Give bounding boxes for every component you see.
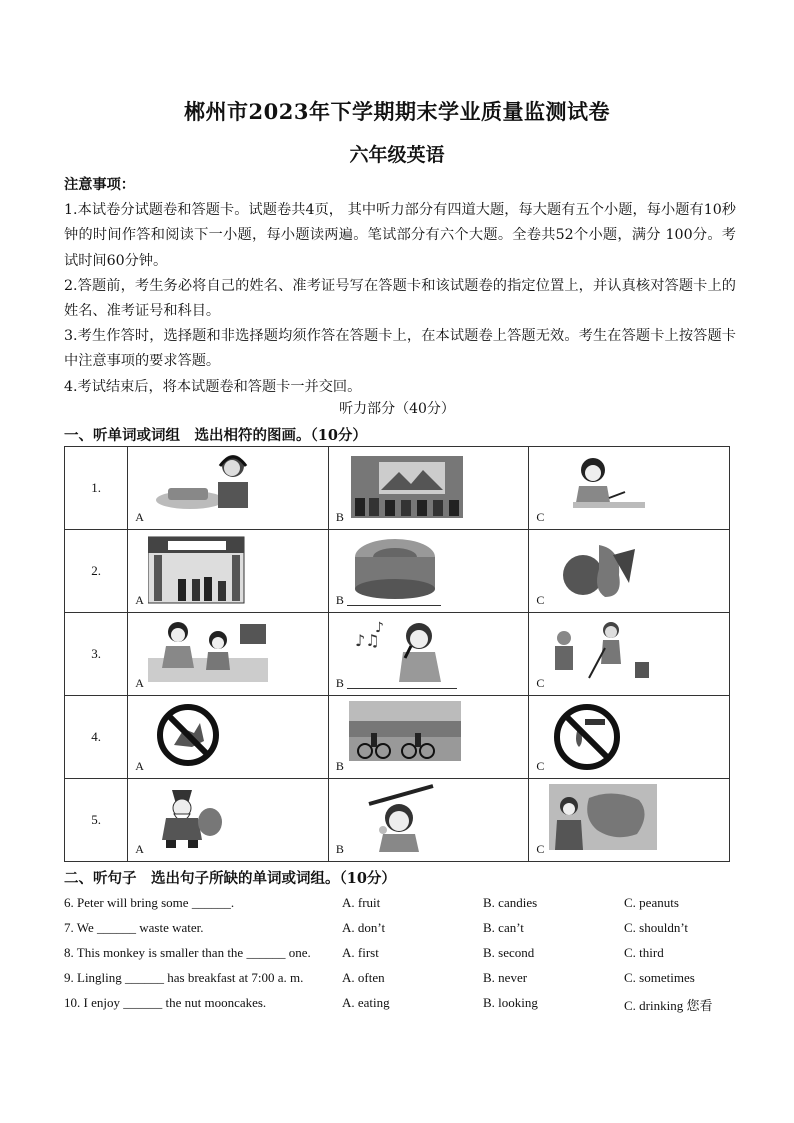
option-cell[interactable] bbox=[328, 779, 529, 862]
boy-with-headphones-picture bbox=[148, 452, 258, 520]
choice-b[interactable]: B. can’t bbox=[483, 920, 524, 935]
option-cell[interactable] bbox=[128, 447, 329, 530]
question-text: 9. Lingling ______ has breakfast at 7:00 a. m. bbox=[64, 970, 304, 985]
girls-cooking-picture bbox=[148, 618, 268, 684]
choice-b[interactable]: B. candies bbox=[483, 895, 538, 910]
theatre-picture bbox=[148, 535, 248, 605]
instruction-item: 1.本试卷分试题卷和答题卡。试题卷共4页， 其中听力部分有四道大题，每大题有五个小题，每小题有10秒钟的时间作答和阅读下一小题，每小题读两遍。笔试部分有六个大题。全卷共52个小题，满分 100分。考试时间60分钟。 bbox=[64, 202, 736, 269]
instruction-item: 3.考生作答时，选择题和非选择题均须作答在答题卡上，在本试题卷上答题无效。考生在答题卡上按答题卡中注意事项的要求答题。 bbox=[64, 328, 736, 370]
people-watching-film-picture bbox=[349, 452, 469, 522]
choice-b[interactable]: B. never bbox=[483, 970, 528, 985]
option-label: B bbox=[335, 842, 344, 856]
choice-a[interactable]: A. often bbox=[342, 970, 385, 985]
table-row bbox=[65, 447, 730, 530]
option-label: C bbox=[536, 759, 545, 773]
page-subtitle: 六年级英语 bbox=[349, 144, 445, 166]
cycling-by-lake-picture bbox=[349, 701, 461, 761]
choice-c[interactable]: C. sometimes bbox=[624, 970, 695, 985]
no-water-waste-sign-picture bbox=[549, 701, 629, 771]
option-label: A bbox=[135, 593, 144, 607]
choice-c[interactable]: C. peanuts bbox=[624, 895, 679, 910]
question-number: 5. bbox=[65, 779, 128, 862]
question-row bbox=[64, 970, 744, 990]
choice-c[interactable]: C. drinking 您看 bbox=[624, 998, 713, 1013]
option-label: C bbox=[536, 842, 545, 856]
option-label: C bbox=[536, 676, 545, 690]
section-2-title: 二、听句子 选出句子所缺的单词或词组。（10分） bbox=[64, 870, 396, 887]
option-cell[interactable] bbox=[128, 779, 329, 862]
fruit-picture bbox=[549, 535, 649, 601]
option-label: B bbox=[335, 676, 344, 690]
section-1-title: 一、听单词或词组 选出相符的图画。（10分） bbox=[64, 427, 367, 444]
answer-line bbox=[347, 605, 441, 606]
page-title: 郴州市2023年下学期期末学业质量监测试卷 bbox=[184, 99, 610, 124]
answer-line bbox=[347, 688, 457, 689]
question-number: 4. bbox=[65, 696, 128, 779]
option-cell[interactable] bbox=[328, 613, 529, 696]
option-cell[interactable] bbox=[328, 530, 529, 613]
option-cell[interactable] bbox=[328, 696, 529, 779]
girl-singing-picture bbox=[349, 618, 459, 684]
instructions bbox=[64, 173, 736, 400]
woman-with-map-picture bbox=[549, 784, 659, 852]
girl-with-thermometer-picture bbox=[349, 784, 449, 852]
option-label: C bbox=[536, 510, 545, 524]
question-row bbox=[64, 945, 744, 965]
option-label: A bbox=[135, 759, 144, 773]
question-row bbox=[64, 920, 744, 940]
option-cell[interactable] bbox=[529, 530, 730, 613]
santa-claus-picture bbox=[148, 784, 228, 850]
question-text: 6. Peter will bring some ______. bbox=[64, 895, 235, 910]
question-text: 8. This monkey is smaller than the ______ one. bbox=[64, 945, 311, 960]
table-row bbox=[65, 613, 730, 696]
table-row bbox=[65, 530, 730, 613]
girl-writing-picture bbox=[549, 452, 649, 518]
choice-c[interactable]: C. shouldn’t bbox=[624, 920, 689, 935]
svg-text:♪: ♪ bbox=[374, 620, 384, 636]
option-label: B bbox=[335, 593, 344, 607]
choice-a[interactable]: A. don’t bbox=[342, 920, 386, 935]
no-hunting-sign-picture bbox=[148, 701, 228, 769]
option-cell[interactable] bbox=[128, 696, 329, 779]
option-label: A bbox=[135, 676, 144, 690]
option-cell[interactable] bbox=[529, 696, 730, 779]
option-label: C bbox=[536, 593, 545, 607]
choice-a[interactable]: A. eating bbox=[342, 995, 390, 1010]
choice-b[interactable]: B. second bbox=[483, 945, 535, 960]
option-label: A bbox=[135, 510, 144, 524]
question-text: 10. I enjoy ______ the nut mooncakes. bbox=[64, 995, 267, 1010]
choice-c[interactable]: C. third bbox=[624, 945, 664, 960]
choice-a[interactable]: A. first bbox=[342, 945, 379, 960]
instruction-item: 4.考试结束后，将本试题卷和答题卡一并交回。 bbox=[64, 378, 362, 395]
question-number: 1. bbox=[65, 447, 128, 530]
option-cell[interactable] bbox=[128, 613, 329, 696]
instruction-item: 2.答题前，考生务必将自己的姓名、准考证号写在答题卡和该试题卷的指定位置上，并认真核对答题卡上的姓名、准考证号和科目。 bbox=[64, 277, 736, 320]
choice-b[interactable]: B. looking bbox=[483, 995, 538, 1010]
option-cell[interactable] bbox=[128, 530, 329, 613]
table-row bbox=[65, 696, 730, 779]
option-cell[interactable] bbox=[529, 613, 730, 696]
mooncake-picture bbox=[349, 535, 449, 601]
listening-part-heading: 听力部分（40分） bbox=[339, 401, 455, 417]
choice-a[interactable]: A. fruit bbox=[342, 895, 381, 910]
option-label: B bbox=[335, 510, 344, 524]
question-row bbox=[64, 995, 744, 1015]
option-cell[interactable] bbox=[529, 779, 730, 862]
boy-sweeping-picture bbox=[549, 618, 661, 684]
question-text: 7. We ______ waste water. bbox=[64, 920, 204, 935]
table-row bbox=[65, 779, 730, 862]
option-label: B bbox=[335, 759, 344, 773]
option-cell[interactable] bbox=[529, 447, 730, 530]
instructions-heading: 注意事项： bbox=[64, 177, 135, 193]
question-row bbox=[64, 895, 744, 915]
svg-text:♪♫: ♪♫ bbox=[354, 631, 380, 650]
question-number: 2. bbox=[65, 530, 128, 613]
option-label: A bbox=[135, 842, 144, 856]
picture-choice-table bbox=[64, 446, 730, 862]
option-cell[interactable] bbox=[328, 447, 529, 530]
question-number: 3. bbox=[65, 613, 128, 696]
